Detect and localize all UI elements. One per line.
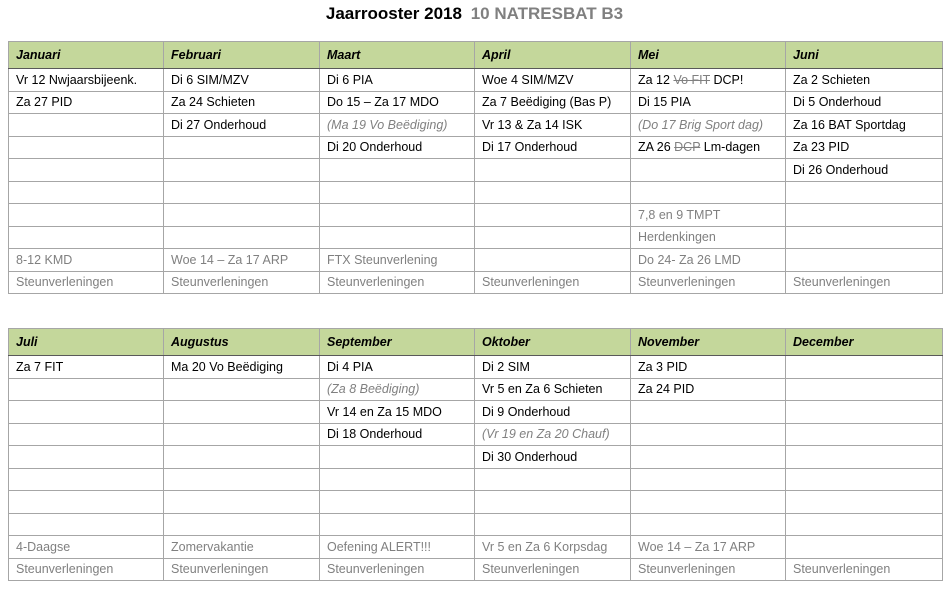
event-cell: (Do 17 Brig Sport dag) <box>631 114 786 137</box>
table-row <box>9 204 943 227</box>
event-cell: (Za 8 Beëdiging) <box>320 378 475 401</box>
event-cell <box>164 401 320 424</box>
event-cell: Steunverleningen <box>475 271 631 294</box>
event-cell <box>786 401 943 424</box>
event-cell <box>786 491 943 514</box>
event-cell <box>9 114 164 137</box>
month-header: Mei <box>631 42 786 69</box>
month-header: November <box>631 329 786 356</box>
table-row <box>9 91 943 114</box>
event-cell <box>9 401 164 424</box>
month-header: April <box>475 42 631 69</box>
title-main: Jaarrooster 2018 <box>325 4 462 23</box>
event-cell <box>475 159 631 182</box>
event-cell <box>9 136 164 159</box>
table-row <box>9 356 943 379</box>
event-cell: Steunverleningen <box>9 271 164 294</box>
event-cell: Di 30 Onderhoud <box>475 446 631 469</box>
event-cell <box>631 136 786 159</box>
event-cell <box>164 446 320 469</box>
month-header: Februari <box>164 42 320 69</box>
month-header: Maart <box>320 42 475 69</box>
event-cell: Steunverleningen <box>164 271 320 294</box>
event-cell <box>9 378 164 401</box>
event-cell <box>164 226 320 249</box>
event-cell <box>786 378 943 401</box>
event-cell <box>9 491 164 514</box>
event-cell: Steunverleningen <box>164 558 320 581</box>
table-row <box>9 181 943 204</box>
event-cell: Do 15 – Za 17 MDO <box>320 91 475 114</box>
event-cell: Steunverleningen <box>631 558 786 581</box>
month-header: Juli <box>9 329 164 356</box>
event-cell: Di 2 SIM <box>475 356 631 379</box>
event-cell: 4-Daagse <box>9 536 164 559</box>
event-cell: Di 18 Onderhoud <box>320 423 475 446</box>
event-cell: Oefening ALERT!!! <box>320 536 475 559</box>
event-cell <box>9 226 164 249</box>
event-cell <box>320 446 475 469</box>
event-cell <box>9 159 164 182</box>
event-cell <box>631 446 786 469</box>
event-cell <box>786 536 943 559</box>
event-cell <box>320 159 475 182</box>
event-cell: (Ma 19 Vo Beëdiging) <box>320 114 475 137</box>
event-cell: FTX Steunverlening <box>320 249 475 272</box>
event-text: Lm-dagen <box>700 140 761 155</box>
event-cell <box>164 491 320 514</box>
table-row <box>9 378 943 401</box>
event-cell: Woe 4 SIM/MZV <box>475 69 631 92</box>
event-cell <box>164 378 320 401</box>
event-cell <box>164 468 320 491</box>
event-cell <box>631 401 786 424</box>
event-cell: Steunverleningen <box>9 558 164 581</box>
event-cell <box>164 204 320 227</box>
event-cell: Di 15 PIA <box>631 91 786 114</box>
event-cell <box>631 181 786 204</box>
event-cell: Steunverleningen <box>320 558 475 581</box>
event-cell: Vr 13 & Za 14 ISK <box>475 114 631 137</box>
struck-text: DCP <box>674 140 701 155</box>
event-cell <box>320 204 475 227</box>
table-row <box>9 249 943 272</box>
event-cell: Za 2 Schieten <box>786 69 943 92</box>
event-cell <box>786 181 943 204</box>
event-cell <box>786 249 943 272</box>
event-cell <box>9 513 164 536</box>
event-cell <box>475 249 631 272</box>
month-header: Januari <box>9 42 164 69</box>
event-cell <box>9 468 164 491</box>
event-cell: Do 24- Za 26 LMD <box>631 249 786 272</box>
event-cell: Za 27 PID <box>9 91 164 114</box>
event-cell: 8-12 KMD <box>9 249 164 272</box>
month-header: Juni <box>786 42 943 69</box>
schedule-table-jul-dec <box>8 328 943 581</box>
month-header: Oktober <box>475 329 631 356</box>
event-cell: Di 20 Onderhoud <box>320 136 475 159</box>
event-cell: Di 4 PIA <box>320 356 475 379</box>
event-text: ZA 26 <box>638 140 675 155</box>
event-cell: Za 16 BAT Sportdag <box>786 114 943 137</box>
month-header: September <box>320 329 475 356</box>
event-cell <box>786 513 943 536</box>
event-cell: Vr 5 en Za 6 Korpsdag <box>475 536 631 559</box>
schedule-table-jan-jun <box>8 41 943 294</box>
event-cell: Za 24 PID <box>631 378 786 401</box>
table-row <box>9 114 943 137</box>
event-cell <box>164 423 320 446</box>
event-cell <box>631 468 786 491</box>
event-cell <box>631 491 786 514</box>
event-cell: Ma 20 Vo Beëdiging <box>164 356 320 379</box>
event-cell <box>320 468 475 491</box>
event-cell: Di 5 Onderhoud <box>786 91 943 114</box>
event-cell: 7,8 en 9 TMPT <box>631 204 786 227</box>
event-cell <box>475 181 631 204</box>
event-cell: Steunverleningen <box>786 558 943 581</box>
event-cell <box>164 136 320 159</box>
event-cell <box>786 468 943 491</box>
event-cell: Steunverleningen <box>475 558 631 581</box>
event-cell <box>475 204 631 227</box>
event-cell: Steunverleningen <box>786 271 943 294</box>
event-cell: Woe 14 – Za 17 ARP <box>164 249 320 272</box>
event-cell <box>786 226 943 249</box>
event-cell: Di 6 PIA <box>320 69 475 92</box>
event-cell <box>631 69 786 92</box>
event-cell <box>786 423 943 446</box>
table-row <box>9 69 943 92</box>
event-cell: Woe 14 – Za 17 ARP <box>631 536 786 559</box>
event-cell: Vr 5 en Za 6 Schieten <box>475 378 631 401</box>
event-cell <box>320 491 475 514</box>
event-cell: Herdenkingen <box>631 226 786 249</box>
event-cell <box>475 513 631 536</box>
event-cell <box>9 204 164 227</box>
event-cell: Za 7 FIT <box>9 356 164 379</box>
table-row <box>9 401 943 424</box>
table-row <box>9 491 943 514</box>
event-cell: Za 23 PID <box>786 136 943 159</box>
struck-text: Vo FIT <box>673 72 711 87</box>
event-cell: Steunverleningen <box>320 271 475 294</box>
event-cell: Di 26 Onderhoud <box>786 159 943 182</box>
table-row <box>9 226 943 249</box>
event-cell <box>475 226 631 249</box>
table-row <box>9 558 943 581</box>
event-cell <box>9 446 164 469</box>
event-cell: Di 17 Onderhoud <box>475 136 631 159</box>
event-cell <box>786 204 943 227</box>
event-cell <box>9 423 164 446</box>
event-cell <box>164 513 320 536</box>
event-cell: Za 24 Schieten <box>164 91 320 114</box>
page-title <box>0 4 949 24</box>
event-cell <box>631 423 786 446</box>
event-cell <box>320 226 475 249</box>
event-cell: Za 7 Beëdiging (Bas P) <box>475 91 631 114</box>
event-cell: (Vr 19 en Za 20 Chauf) <box>475 423 631 446</box>
event-cell <box>786 356 943 379</box>
event-cell: Za 3 PID <box>631 356 786 379</box>
event-cell <box>631 513 786 536</box>
event-cell: Di 9 Onderhoud <box>475 401 631 424</box>
event-cell <box>9 181 164 204</box>
table-row <box>9 271 943 294</box>
event-text: DCP! <box>710 72 744 87</box>
event-cell: Di 27 Onderhoud <box>164 114 320 137</box>
event-cell: Di 6 SIM/MZV <box>164 69 320 92</box>
table-row <box>9 513 943 536</box>
event-cell <box>164 181 320 204</box>
month-header-row <box>9 42 943 69</box>
event-cell <box>164 159 320 182</box>
month-header: Augustus <box>164 329 320 356</box>
event-cell: Zomervakantie <box>164 536 320 559</box>
event-cell <box>475 468 631 491</box>
event-cell <box>631 159 786 182</box>
event-cell: Vr 14 en Za 15 MDO <box>320 401 475 424</box>
table-row <box>9 136 943 159</box>
event-cell: Steunverleningen <box>631 271 786 294</box>
event-cell <box>475 491 631 514</box>
month-header: December <box>786 329 943 356</box>
table-row <box>9 468 943 491</box>
event-text: Za 12 <box>638 72 674 87</box>
title-sub: 10 NATRESBAT B3 <box>470 4 624 23</box>
table-row <box>9 423 943 446</box>
table-row <box>9 536 943 559</box>
month-header-row <box>9 329 943 356</box>
event-cell <box>320 513 475 536</box>
table-row <box>9 159 943 182</box>
event-cell: Vr 12 Nwjaarsbijeenk. <box>9 69 164 92</box>
table-row <box>9 446 943 469</box>
event-cell <box>786 446 943 469</box>
event-cell <box>320 181 475 204</box>
